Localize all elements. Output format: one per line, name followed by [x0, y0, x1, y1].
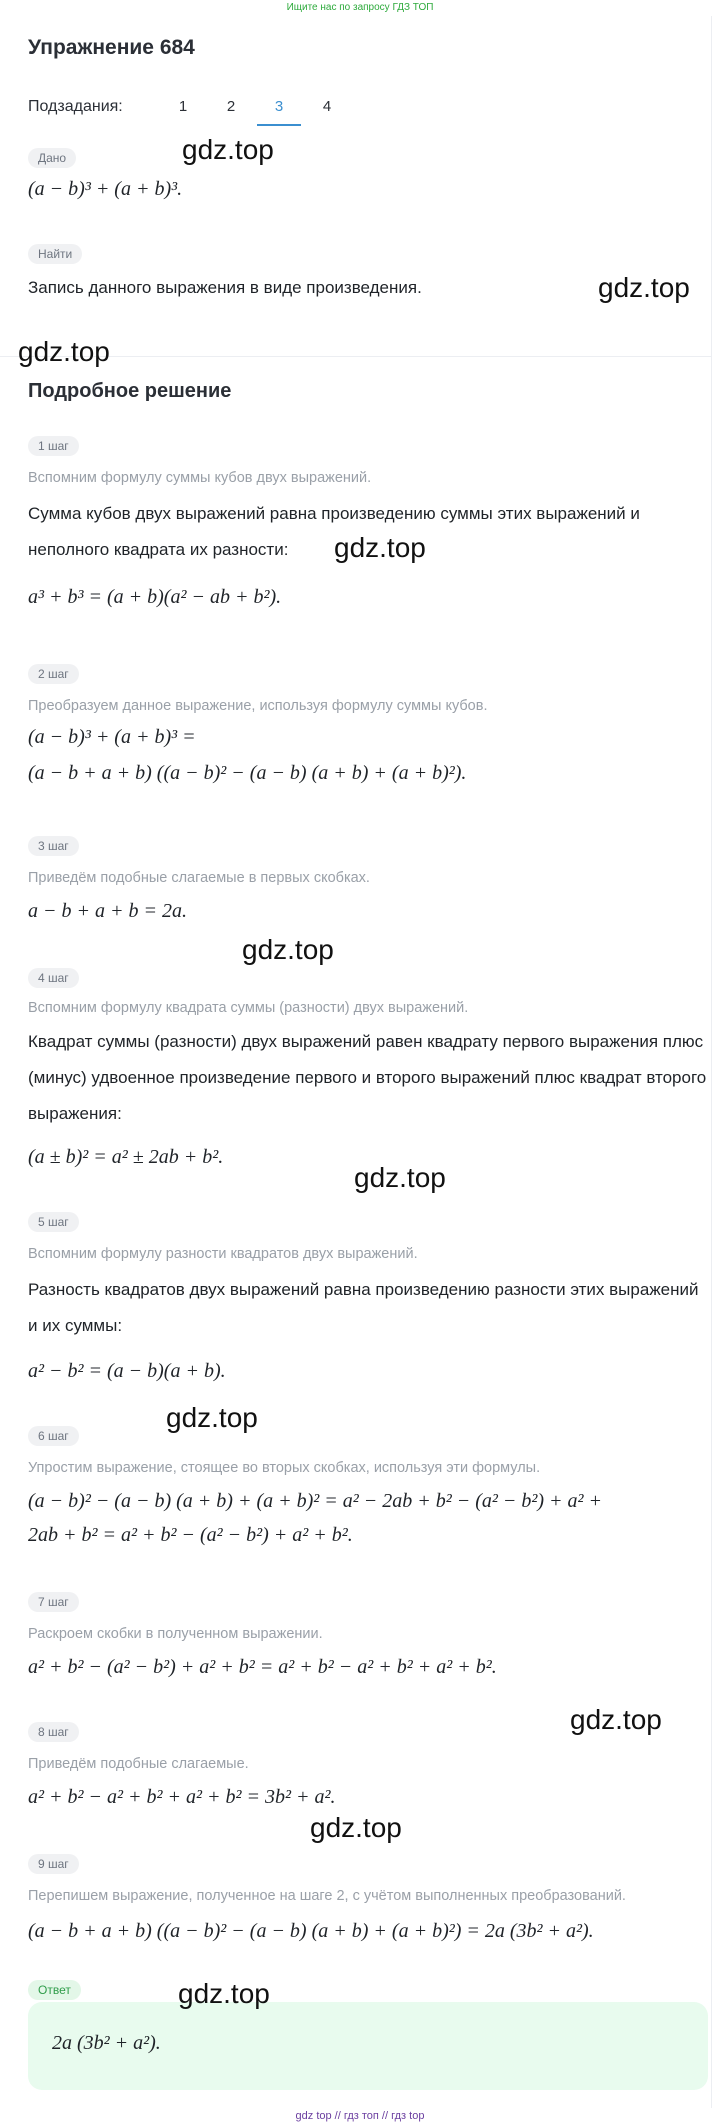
step-badge: 8 шаг — [28, 1722, 79, 1742]
watermark: gdz.top — [182, 134, 274, 165]
step-note: Вспомним формулу суммы кубов двух выражений. — [28, 470, 372, 486]
answer-box — [28, 2002, 708, 2090]
watermark: gdz.top — [178, 1978, 270, 2009]
watermark: gdz.top — [354, 1162, 446, 1193]
watermark: gdz.top — [18, 336, 110, 367]
watermark: gdz.top — [598, 272, 690, 303]
step-badge: 1 шаг — [28, 436, 79, 456]
watermark: gdz.top — [166, 1402, 258, 1433]
step-text: Сумма кубов двух выражений равна произведению суммы этих выражений и неполного квадрата их разности: — [28, 504, 640, 559]
step-note: Вспомним формулу разности квадратов двух выражений. — [28, 1246, 418, 1262]
watermark: gdz.top — [570, 1704, 662, 1735]
step-text: Разность квадратов двух выражений равна произведению разности этих выражений и их суммы: — [28, 1280, 699, 1335]
given-badge: Дано — [28, 148, 76, 168]
tab-subtask-1[interactable]: 1 — [178, 98, 188, 115]
promo-banner: Ищите нас по запросу ГДЗ ТОП — [286, 2, 434, 13]
step-note: Приведём подобные слагаемые в первых скобках. — [28, 870, 370, 886]
step-formula: (a − b)³ + (a + b)³ = — [28, 726, 196, 748]
step-note: Перепишем выражение, полученное на шаге 2, с учётом выполненных преобразований. — [28, 1888, 626, 1904]
tab-subtask-2[interactable]: 2 — [226, 98, 236, 115]
step-formula: (a − b)² − (a − b) (a + b) + (a + b)² = a² − 2ab + b² − (a² − b²) + a² + — [28, 1490, 603, 1512]
subtask-tabs — [28, 90, 708, 124]
step-formula: (a − b + a + b) ((a − b)² − (a − b) (a + b) + (a + b)²). — [28, 762, 467, 784]
step-badge: 9 шаг — [28, 1854, 79, 1874]
step-badge: 2 шаг — [28, 664, 79, 684]
answer-expression: 2a (3b² + a²). — [52, 2032, 161, 2054]
step-formula: a − b + a + b = 2a. — [28, 900, 187, 922]
step-formula: a³ + b³ = (a + b)(a² − ab + b²). — [28, 586, 282, 608]
find-text: Запись данного выражения в виде произведения. — [28, 278, 422, 297]
step-formula: 2ab + b² = a² + b² − (a² − b²) + a² + b². — [28, 1524, 353, 1546]
step-formula: a² + b² − a² + b² + a² + b² = 3b² + a². — [28, 1786, 336, 1808]
step-note: Вспомним формулу квадрата суммы (разности) двух выражений. — [28, 1000, 469, 1016]
tab-subtask-4[interactable]: 4 — [322, 98, 332, 115]
tab-subtask-3[interactable]: 3 — [264, 98, 294, 115]
subtasks-label: Подзадания: — [28, 98, 123, 115]
step-note: Раскроем скобки в полученном выражении. — [28, 1626, 323, 1642]
step-formula: a² − b² = (a − b)(a + b). — [28, 1360, 226, 1382]
step-note: Приведём подобные слагаемые. — [28, 1756, 249, 1772]
solution-title: Подробное решение — [28, 380, 232, 402]
step-note: Упростим выражение, стоящее во вторых скобках, используя эти формулы. — [28, 1460, 541, 1476]
page-title: Упражнение 684 — [28, 36, 195, 59]
step-formula: a² + b² − (a² − b²) + a² + b² = a² + b² − a² + b² + a² + b². — [28, 1656, 497, 1678]
answer-badge: Ответ — [28, 1980, 81, 2000]
step-badge: 7 шаг — [28, 1592, 79, 1612]
exercise-page — [0, 16, 712, 2108]
watermark: gdz.top — [310, 1812, 402, 1843]
step-badge: 5 шаг — [28, 1212, 79, 1232]
step-badge: 6 шаг — [28, 1426, 79, 1446]
step-text: Квадрат суммы (разности) двух выражений равен квадрату первого выражения плюс (минус) удвоенное произведение первого и второго выражений плюс квадрат второго выражения: — [28, 1032, 707, 1123]
step-badge: 4 шаг — [28, 968, 79, 988]
footer-links[interactable]: gdz top // гдз топ // гдз top — [295, 2110, 425, 2122]
step-formula: (a − b + a + b) ((a − b)² − (a − b) (a + b) + (a + b)²) = 2a (3b² + a²). — [28, 1920, 594, 1942]
watermark: gdz.top — [242, 934, 334, 965]
step-note: Преобразуем данное выражение, используя формулу суммы кубов. — [28, 698, 488, 714]
watermark: gdz.top — [334, 532, 426, 563]
find-badge: Найти — [28, 244, 82, 264]
step-formula: (a ± b)² = a² ± 2ab + b². — [28, 1146, 224, 1168]
given-expression: (a − b)³ + (a + b)³. — [28, 178, 183, 200]
step-badge: 3 шаг — [28, 836, 79, 856]
